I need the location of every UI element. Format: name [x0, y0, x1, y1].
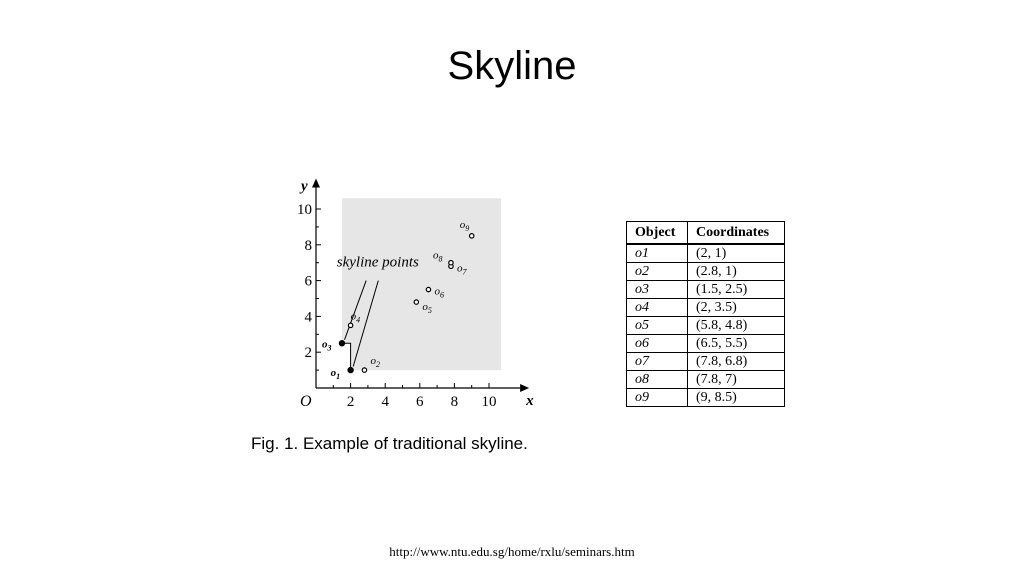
table-row	[627, 299, 785, 317]
table-row	[627, 263, 785, 281]
slide-title: Skyline	[447, 44, 577, 88]
cell-coordinates: (7.8, 7)	[688, 371, 785, 389]
cell-object: o9	[627, 389, 688, 407]
x-axis-label: x	[526, 393, 534, 409]
table-header-row	[627, 222, 785, 245]
cell-object: o3	[627, 281, 688, 299]
table-row	[627, 317, 785, 335]
cell-coordinates: (1.5, 2.5)	[688, 281, 785, 299]
header-coordinates: Coordinates	[688, 222, 785, 245]
y-tick-label: 10	[297, 202, 312, 218]
skyline-points-annotation: skyline points	[336, 254, 419, 271]
data-point	[362, 368, 366, 372]
x-tick-label: 8	[450, 394, 459, 410]
y-tick-label: 8	[304, 237, 312, 254]
point-label: $o_1$	[330, 367, 341, 382]
x-tick-label: 6	[416, 394, 424, 410]
header-object: Object	[627, 222, 688, 245]
skyline-scatter-chart	[286, 178, 536, 413]
cell-coordinates: (2, 3.5)	[688, 299, 785, 317]
x-tick-label: 4	[381, 394, 389, 410]
data-point	[348, 323, 352, 327]
data-point	[348, 368, 353, 373]
point-label: $o_7$	[456, 262, 467, 277]
cell-coordinates: (9, 8.5)	[688, 389, 785, 407]
y-tick-label: 2	[304, 345, 312, 362]
cell-coordinates: (6.5, 5.5)	[688, 335, 785, 353]
table-row	[627, 389, 785, 407]
x-tick-label: 10	[481, 394, 497, 410]
point-label: $o_2$	[370, 355, 380, 370]
point-label: $o_3$	[321, 338, 332, 353]
data-point	[339, 341, 344, 346]
cell-object: o1	[627, 244, 688, 263]
coordinates-table	[626, 221, 785, 407]
y-tick-label: 6	[304, 273, 312, 290]
cell-object: o5	[627, 317, 688, 335]
origin-label: O	[300, 393, 312, 410]
cell-coordinates: (5.8, 4.8)	[688, 317, 785, 335]
data-point	[449, 261, 453, 265]
point-label: $o_5$	[422, 301, 432, 316]
dominated-region	[342, 198, 501, 370]
source-url: http://www.ntu.edu.sg/home/rxlu/seminars.htm	[389, 544, 635, 559]
table-row	[627, 244, 785, 263]
cell-object: o7	[627, 353, 688, 371]
cell-coordinates: (2, 1)	[688, 244, 785, 263]
cell-object: o6	[627, 335, 688, 353]
data-point	[414, 300, 418, 304]
cell-object: o8	[627, 371, 688, 389]
y-tick-label: 4	[304, 309, 312, 326]
point-label: $o_8$	[432, 249, 443, 264]
x-axis-arrow	[520, 384, 529, 392]
cell-coordinates: (7.8, 6.8)	[688, 353, 785, 371]
table-row	[627, 281, 785, 299]
x-tick-label: 2	[346, 394, 355, 410]
table-row	[627, 371, 785, 389]
point-label: $o_6$	[434, 285, 444, 300]
table-row	[627, 353, 785, 371]
table-row	[627, 335, 785, 353]
y-axis-arrow	[312, 179, 320, 188]
y-axis-label: y	[301, 178, 308, 195]
figure-caption: Fig. 1. Example of traditional skyline.	[251, 434, 528, 453]
data-point	[426, 287, 430, 291]
skyline-notch	[342, 343, 351, 370]
data-point	[470, 234, 474, 238]
cell-coordinates: (2.8, 1)	[688, 263, 785, 281]
cell-object: o2	[627, 263, 688, 281]
point-label: $o_9$	[459, 218, 470, 233]
point-label: $o_4$	[350, 310, 361, 325]
cell-object: o4	[627, 299, 688, 317]
